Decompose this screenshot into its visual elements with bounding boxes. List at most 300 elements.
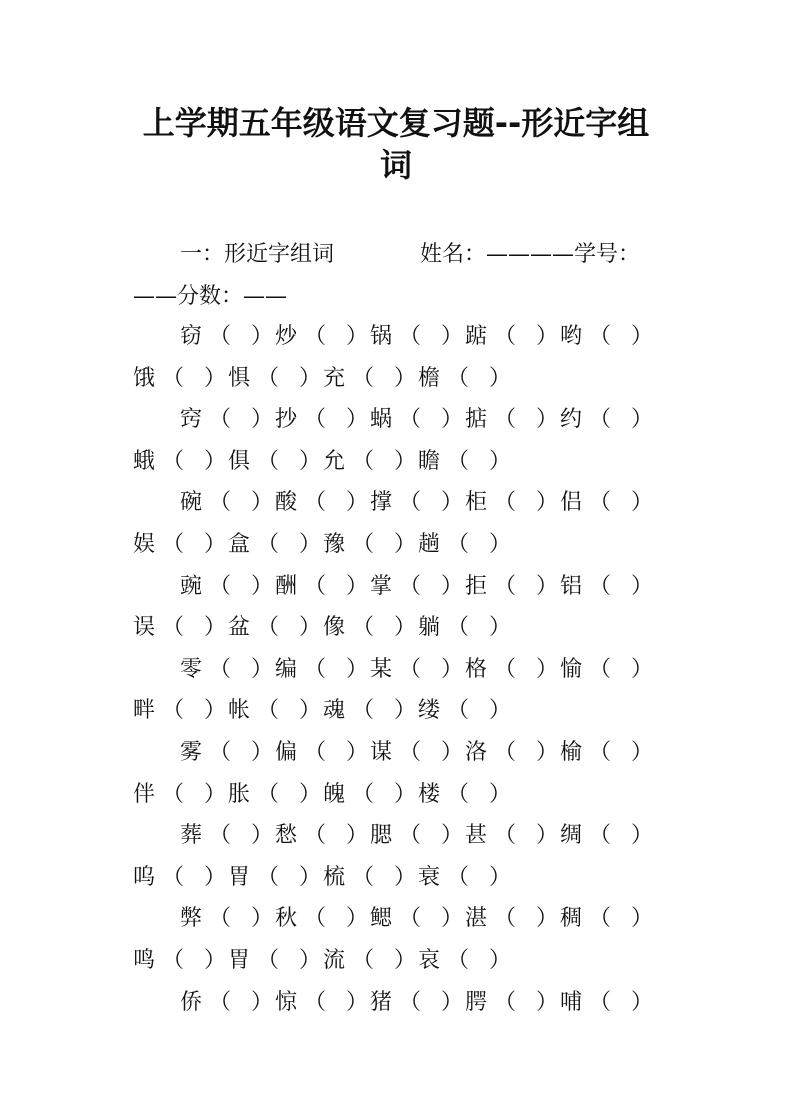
close-paren: ） [393,448,416,474]
character: 碗 [180,490,203,516]
close-paren: ） [203,615,226,641]
close-paren: ） [440,490,463,516]
character: 哀 [418,948,441,973]
open-paren: （ [446,948,469,973]
character-item [180,322,275,352]
character-item [418,613,513,643]
close-paren: ） [630,490,653,516]
close-paren: ） [393,864,416,890]
close-paren: ） [630,906,653,932]
close-paren: ） [535,490,558,516]
character: 梳 [323,864,346,890]
character: 洛 [465,740,488,765]
character: 盒 [228,532,251,557]
score-field: ——分数：—— [133,284,288,309]
name-number-field: 姓名：————学号： [420,242,641,267]
close-paren: ） [250,573,273,599]
character-item [370,988,465,1018]
character: 缕 [418,698,441,724]
open-paren: （ [351,448,374,474]
close-paren: ） [488,532,511,557]
close-paren: ） [345,823,368,849]
close-paren: ） [630,407,653,433]
character-item [370,322,465,352]
character-item [323,364,418,394]
character: 猪 [370,989,393,1015]
character: 畔 [133,698,156,724]
character: 侨 [180,989,203,1015]
open-paren: （ [493,823,516,849]
close-paren: ） [298,615,321,641]
character-item [370,738,465,768]
character-item [228,780,323,810]
character: 胃 [228,864,251,890]
close-paren: ） [488,864,511,890]
exercise-row [133,863,513,893]
character-item [180,821,275,851]
open-paren: （ [161,698,184,724]
close-paren: ） [535,906,558,932]
close-paren: ） [345,490,368,516]
open-paren: （ [588,324,611,349]
character: 胀 [228,781,251,807]
open-paren: （ [256,448,279,474]
character: 柜 [465,490,488,516]
open-paren: （ [588,740,611,765]
close-paren: ） [298,448,321,474]
exercise-row [133,696,513,726]
character-item [323,780,418,810]
close-paren: ） [203,781,226,807]
close-paren: ） [203,448,226,474]
character: 娱 [133,532,156,557]
open-paren: （ [588,407,611,433]
close-paren: ） [298,864,321,890]
character-item [370,821,465,851]
character: 哺 [560,989,583,1015]
character-item [228,613,323,643]
character-item [560,322,655,352]
open-paren: （ [351,698,374,724]
character: 魄 [323,781,346,807]
open-paren: （ [493,656,516,682]
open-paren: （ [588,490,611,516]
close-paren: ） [298,532,321,557]
exercise-row [180,488,655,518]
character-item [228,696,323,726]
character: 檐 [418,365,441,391]
character: 秋 [275,906,298,932]
open-paren: （ [493,407,516,433]
character-item [560,655,655,685]
open-paren: （ [351,864,374,890]
close-paren: ） [630,656,653,682]
character: 铝 [560,573,583,599]
character: 偏 [275,740,298,765]
open-paren: （ [208,324,231,349]
open-paren: （ [208,906,231,932]
close-paren: ） [393,615,416,641]
character: 编 [275,656,298,682]
close-paren: ） [440,573,463,599]
open-paren: （ [303,490,326,516]
character: 炒 [275,324,298,349]
open-paren: （ [493,906,516,932]
character-item [418,946,513,976]
exercise-row [180,738,655,768]
open-paren: （ [303,407,326,433]
open-paren: （ [161,781,184,807]
character-item [275,988,370,1018]
character-item [465,572,560,602]
open-paren: （ [398,989,421,1015]
character: 撑 [370,490,393,516]
close-paren: ） [535,989,558,1015]
open-paren: （ [161,948,184,973]
exercise-row [133,613,513,643]
character: 愁 [275,823,298,849]
character: 豌 [180,573,203,599]
open-paren: （ [493,989,516,1015]
open-paren: （ [493,490,516,516]
exercise-row [180,821,655,851]
character: 格 [465,656,488,682]
character: 甚 [465,823,488,849]
close-paren: ） [393,781,416,807]
character-item [560,488,655,518]
close-paren: ） [345,906,368,932]
character: 饿 [133,365,156,391]
open-paren: （ [256,781,279,807]
character: 俱 [228,448,251,474]
open-paren: （ [161,448,184,474]
close-paren: ） [298,948,321,973]
character-item [560,405,655,435]
open-paren: （ [303,740,326,765]
close-paren: ） [535,740,558,765]
exercise-row [180,405,655,435]
character-item [228,863,323,893]
close-paren: ） [298,365,321,391]
open-paren: （ [493,324,516,349]
open-paren: （ [351,948,374,973]
character-item [418,696,513,726]
open-paren: （ [588,656,611,682]
close-paren: ） [535,823,558,849]
character-item [275,904,370,934]
character-item [133,530,228,560]
open-paren: （ [446,698,469,724]
open-paren: （ [398,407,421,433]
close-paren: ） [488,948,511,973]
character-item [133,447,228,477]
open-paren: （ [398,573,421,599]
character-item [465,655,560,685]
open-paren: （ [351,781,374,807]
close-paren: ） [345,324,368,349]
character-item [323,946,418,976]
exercise-row [180,904,655,934]
character: 惧 [228,365,251,391]
close-paren: ） [250,490,273,516]
open-paren: （ [446,448,469,474]
character-item [180,572,275,602]
close-paren: ） [630,573,653,599]
exercise-row [133,780,513,810]
close-paren: ） [250,656,273,682]
character: 帐 [228,698,251,724]
open-paren: （ [303,656,326,682]
character: 魂 [323,698,346,724]
close-paren: ） [630,324,653,349]
close-paren: ） [298,698,321,724]
open-paren: （ [398,656,421,682]
open-paren: （ [446,532,469,557]
character-item [275,572,370,602]
character: 允 [323,448,346,474]
open-paren: （ [588,823,611,849]
character: 窍 [180,407,203,433]
close-paren: ） [440,324,463,349]
character: 葬 [180,823,203,849]
character-item [323,447,418,477]
character: 充 [323,365,346,391]
close-paren: ） [250,324,273,349]
character-item [370,405,465,435]
character-item [228,946,323,976]
character-item [275,405,370,435]
character: 腮 [370,823,393,849]
close-paren: ） [535,407,558,433]
open-paren: （ [446,864,469,890]
character-item [275,488,370,518]
close-paren: ） [440,823,463,849]
character-item [418,447,513,477]
character: 绸 [560,823,583,849]
character-item [560,738,655,768]
character: 蜗 [370,407,393,433]
character: 雾 [180,740,203,765]
character-item [465,405,560,435]
character-item [180,738,275,768]
exercise-row [133,946,513,976]
character: 抄 [275,407,298,433]
close-paren: ） [630,989,653,1015]
close-paren: ） [345,740,368,765]
document-title-line1: 上学期五年级语文复习题--形近字组 [142,104,650,142]
close-paren: ） [488,615,511,641]
character: 衰 [418,864,441,890]
open-paren: （ [208,740,231,765]
close-paren: ） [298,781,321,807]
character: 蛾 [133,448,156,474]
close-paren: ） [393,365,416,391]
character: 酸 [275,490,298,516]
character-item [275,655,370,685]
open-paren: （ [588,573,611,599]
close-paren: ） [250,407,273,433]
character-item [560,988,655,1018]
character-item [133,863,228,893]
open-paren: （ [303,324,326,349]
close-paren: ） [440,989,463,1015]
open-paren: （ [161,864,184,890]
open-paren: （ [493,740,516,765]
close-paren: ） [250,989,273,1015]
character-item [180,988,275,1018]
open-paren: （ [351,615,374,641]
character: 弊 [180,906,203,932]
open-paren: （ [208,823,231,849]
character-item [418,863,513,893]
open-paren: （ [588,989,611,1015]
character: 掌 [370,573,393,599]
character-item [180,488,275,518]
character-item [370,655,465,685]
character: 谋 [370,740,393,765]
open-paren: （ [398,740,421,765]
character: 鸣 [133,948,156,973]
exercise-row [133,447,513,477]
open-paren: （ [493,573,516,599]
open-paren: （ [161,532,184,557]
character-item [560,904,655,934]
close-paren: ） [393,532,416,557]
character: 锅 [370,324,393,349]
open-paren: （ [446,781,469,807]
character-item [465,488,560,518]
character: 某 [370,656,393,682]
open-paren: （ [303,823,326,849]
character: 误 [133,615,156,641]
character-item [180,405,275,435]
character-item [560,821,655,851]
section-heading: 一：形近字组词 [180,242,335,267]
close-paren: ） [440,740,463,765]
close-paren: ） [203,532,226,557]
character-item [465,904,560,934]
character-item [560,572,655,602]
open-paren: （ [351,365,374,391]
exercise-row [133,530,513,560]
close-paren: ） [203,698,226,724]
close-paren: ） [535,656,558,682]
close-paren: ） [345,989,368,1015]
open-paren: （ [303,989,326,1015]
open-paren: （ [398,823,421,849]
open-paren: （ [208,989,231,1015]
open-paren: （ [398,906,421,932]
character-item [465,322,560,352]
character: 瞻 [418,448,441,474]
character-item [418,530,513,560]
character: 哟 [560,324,583,349]
open-paren: （ [208,490,231,516]
close-paren: ） [488,365,511,391]
character-item [133,780,228,810]
close-paren: ） [393,698,416,724]
open-paren: （ [256,615,279,641]
character: 流 [323,948,346,973]
character: 掂 [465,407,488,433]
open-paren: （ [256,532,279,557]
character: 鳃 [370,906,393,932]
close-paren: ） [488,698,511,724]
character-item [133,364,228,394]
exercise-row [180,988,655,1018]
character-item [370,488,465,518]
character-item [228,447,323,477]
open-paren: （ [208,573,231,599]
character-item [418,364,513,394]
open-paren: （ [161,365,184,391]
close-paren: ） [488,781,511,807]
character: 呜 [133,864,156,890]
character: 躺 [418,615,441,641]
character: 拒 [465,573,488,599]
character: 趟 [418,532,441,557]
open-paren: （ [351,532,374,557]
close-paren: ） [203,864,226,890]
exercise-row [180,322,655,352]
character-item [133,696,228,726]
character: 踮 [465,324,488,349]
open-paren: （ [208,407,231,433]
close-paren: ） [345,573,368,599]
close-paren: ） [630,823,653,849]
character: 愉 [560,656,583,682]
character-item [275,322,370,352]
character-item [323,696,418,726]
close-paren: ） [440,407,463,433]
close-paren: ） [535,573,558,599]
close-paren: ） [250,906,273,932]
open-paren: （ [303,573,326,599]
open-paren: （ [398,324,421,349]
document-title-line2: 词 [379,146,412,184]
character-item [465,738,560,768]
character-item [133,613,228,643]
open-paren: （ [256,365,279,391]
character: 稠 [560,906,583,932]
close-paren: ） [250,740,273,765]
close-paren: ） [535,324,558,349]
close-paren: ） [440,656,463,682]
character-item [228,530,323,560]
character-item [323,530,418,560]
character: 伴 [133,781,156,807]
exercise-row [133,364,513,394]
character-item [370,904,465,934]
character: 酬 [275,573,298,599]
close-paren: ） [345,407,368,433]
character-item [275,821,370,851]
character-item [418,780,513,810]
exercise-row [180,572,655,602]
character-item [180,655,275,685]
character: 侣 [560,490,583,516]
character: 零 [180,656,203,682]
open-paren: （ [256,864,279,890]
character-item [465,821,560,851]
open-paren: （ [161,615,184,641]
close-paren: ） [203,365,226,391]
character: 惊 [275,989,298,1015]
open-paren: （ [398,490,421,516]
open-paren: （ [256,948,279,973]
character-item [323,863,418,893]
character: 像 [323,615,346,641]
